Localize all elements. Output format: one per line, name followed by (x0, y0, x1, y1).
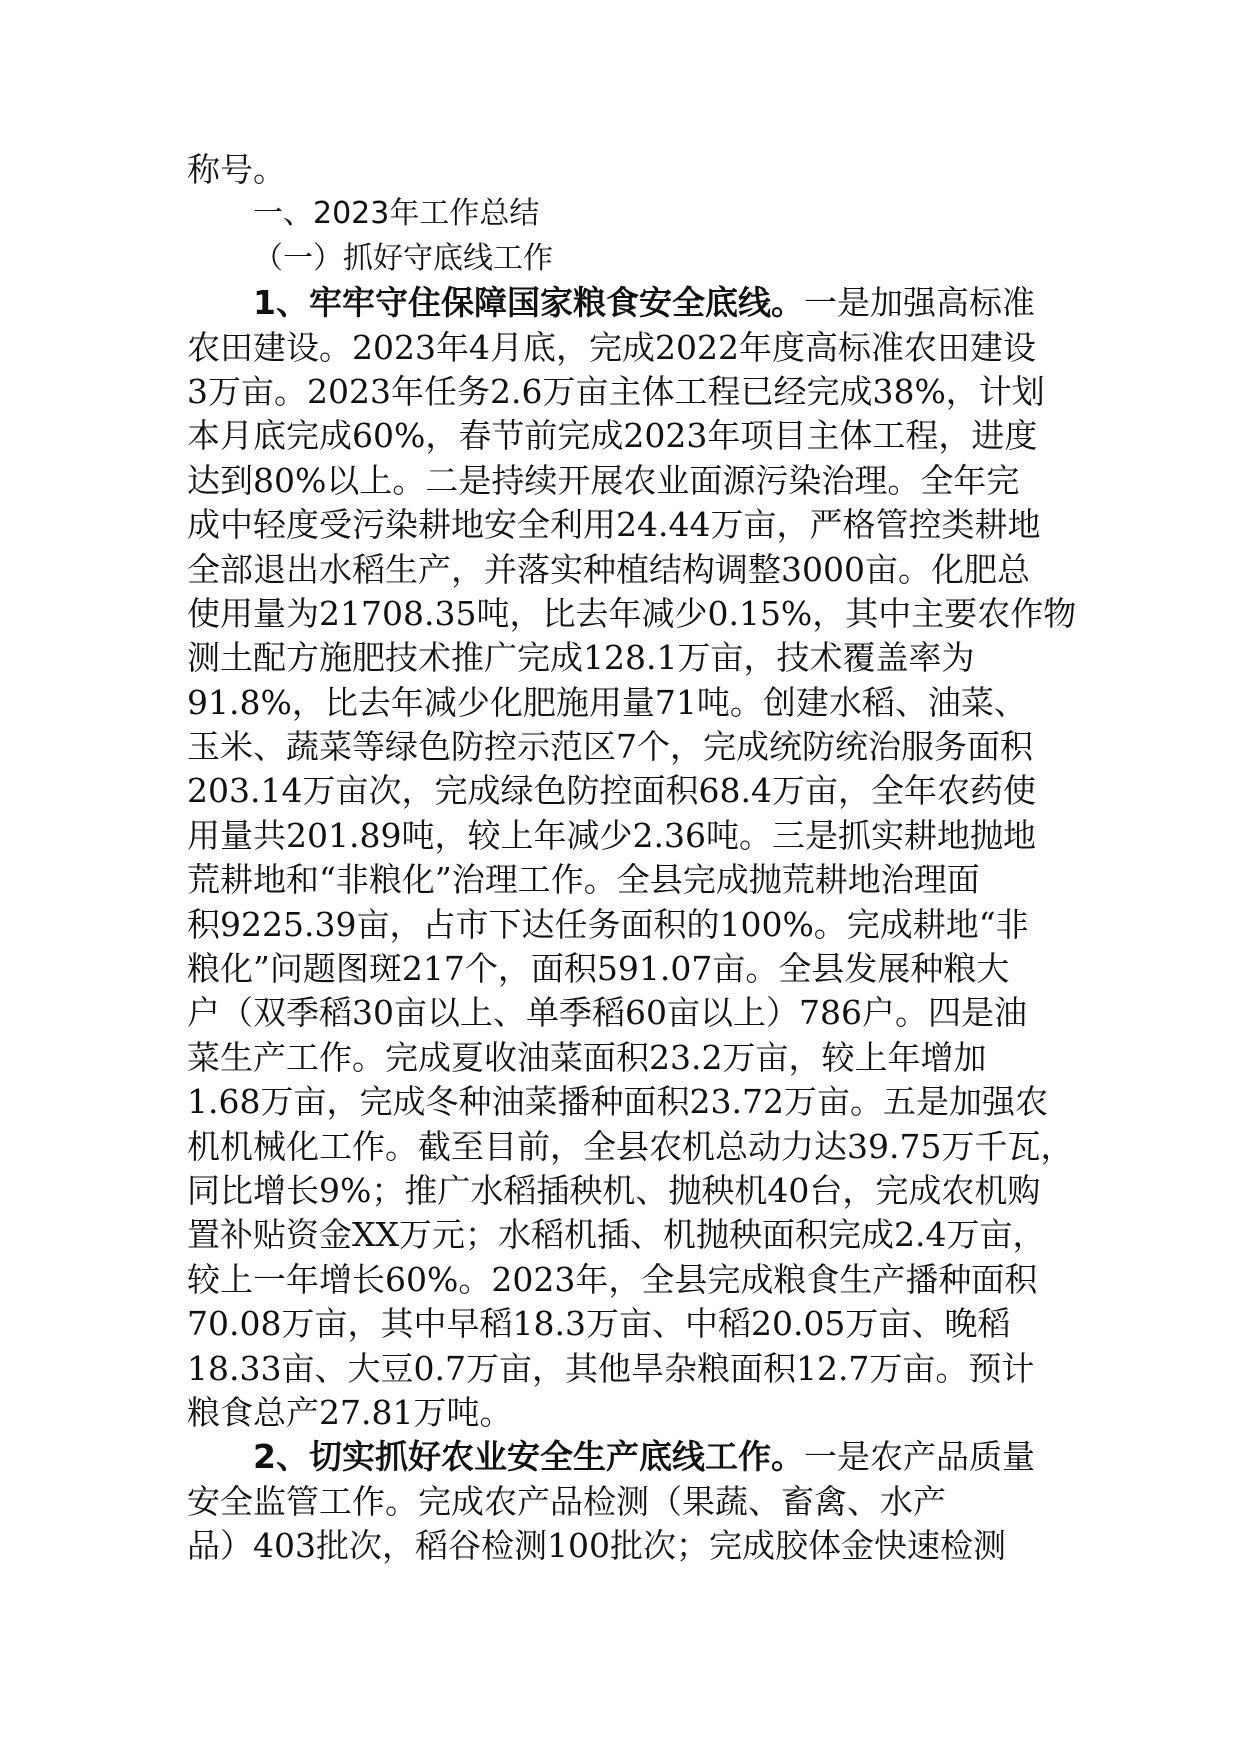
paragraph-1-line: 较上一年增长60%。2023年，全县完成粮食生产播种面积 (187, 1259, 1038, 1299)
paragraph-1-line: 粮化”问题图斑217个，面积591.07亩。全县发展种粮大 (187, 949, 1010, 989)
subsection-heading: （一）抓好守底线工作 (253, 240, 553, 276)
paragraph-1-line: 荒耕地和“非粮化”治理工作。全县完成抛荒耕地治理面 (187, 860, 980, 900)
paragraph-1-lead: 1、牢牢守住保障国家粮食安全底线。 (253, 283, 804, 323)
paragraph-2-line: 安全监管工作。完成农产品检测（果蔬、畜禽、水产 (187, 1481, 946, 1521)
paragraph-1-line: 达到80%以上。二是持续开展农业面源污染治理。全年完 (187, 460, 1020, 500)
paragraph-1-first-line (187, 281, 1053, 325)
paragraph-1-line: 70.08万亩，其中早稻18.3万亩、中稻20.05万亩、晚稻 (187, 1304, 1011, 1344)
paragraph-1 (187, 281, 1077, 1435)
paragraph-1-line: 粮食总产27.81万吨。 (187, 1392, 513, 1432)
paragraph-1-line: 203.14万亩次，完成绿色防控面积68.4万亩，全年农药使 (187, 771, 1036, 811)
paragraph-1-line: 测土配方施肥技术推广完成128.1万亩，技术覆盖率为 (187, 638, 975, 678)
paragraph-1-line: 户（双季稻30亩以上、单季稻60亩以上）786户。四是油 (187, 993, 1027, 1033)
paragraph-1-line: 菜生产工作。完成夏收油菜面积23.2万亩，较上年增加 (187, 1037, 987, 1077)
section-heading: 一、2023年工作总结 (253, 196, 540, 232)
paragraph-1-line: 农田建设。2023年4月底，完成2022年度高标准农田建设 (187, 327, 1036, 367)
paragraph-2-first-line (187, 1435, 1053, 1479)
paragraph-1-line: 本月底完成60%，春节前完成2023年项目主体工程，进度 (187, 416, 1038, 456)
paragraph-1-line: 1.68万亩，完成冬种油菜播种面积23.72万亩。五是加强农 (187, 1082, 1048, 1122)
paragraph-1-line: 3万亩。2023年任务2.6万亩主体工程已经完成38%，计划 (187, 371, 1045, 411)
paragraph-2-lead: 2、切实抓好农业安全生产底线工作。 (253, 1437, 804, 1477)
document-page (187, 148, 1077, 1569)
paragraph-1-line: 用量共201.89吨，较上年减少2.36吨。三是抓实耕地抛地 (187, 815, 1036, 855)
paragraph-1-line: 全部退出水稻生产，并落实种植结构调整3000亩。化肥总 (187, 549, 1030, 589)
paragraph-2-line: 品）403批次，稻谷检测100批次；完成胶体金快速检测 (187, 1526, 1006, 1566)
paragraph-2-first-line-rest: 一是农产品质量 (803, 1437, 1035, 1477)
paragraph-1-line: 同比增长9%；推广水稻插秧机、抛秧机40台，完成农机购 (187, 1170, 1041, 1210)
paragraph-1-line: 使用量为21708.35吨，比去年减少0.15%，其中主要农作物 (187, 593, 1077, 633)
continuation-line: 称号。 (187, 150, 286, 189)
paragraph-1-line: 18.33亩、大豆0.7万亩，其他旱杂粮面积12.7万亩。预计 (187, 1348, 1035, 1388)
paragraph-1-line: 91.8%，比去年减少化肥施用量71吨。创建水稻、油菜、 (187, 682, 1027, 722)
paragraph-1-first-line-rest: 一是加强高标准 (803, 283, 1035, 323)
paragraph-1-line: 玉米、蔬菜等绿色防控示范区7个，完成统防统治服务面积 (187, 727, 1033, 767)
paragraph-1-line: 积9225.39亩，占市下达任务面积的100%。完成耕地“非 (187, 904, 1029, 944)
paragraph-1-line: 成中轻度受污染耕地安全利用24.44万亩，严格管控类耕地 (187, 505, 1041, 545)
paragraph-1-line: 机机械化工作。截至目前，全县农机总动力达39.75万千瓦， (187, 1126, 1074, 1166)
paragraph-1-line: 置补贴资金XX万元；水稻机插、机抛秧面积完成2.4万亩， (187, 1215, 1046, 1255)
paragraph-2 (187, 1435, 1053, 1568)
